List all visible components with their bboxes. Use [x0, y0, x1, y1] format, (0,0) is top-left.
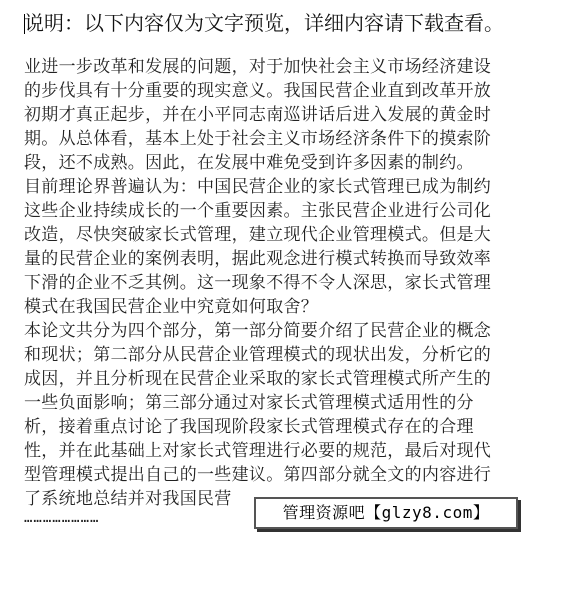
- text-line: 本论文共分为四个部分，第一部分简要介绍了民营企业的概念: [24, 321, 492, 341]
- text-line: 量的民营企业的案例表明，据此观念进行模式转换而导致效率: [24, 249, 492, 269]
- text-line: 初期才真正起步，并在小平同志南巡讲话后进入发展的黄金时: [24, 105, 492, 125]
- text-line: 型管理模式提出自己的一些建议。第四部分就全文的内容进行: [24, 465, 492, 485]
- text-line: 这些企业持续成长的一个重要因素。主张民营企业进行公司化: [24, 201, 492, 221]
- text-line: 期。从总体看，基本上处于社会主义市场经济条件下的摸索阶: [24, 129, 492, 149]
- text-line: 改造，尽快突破家长式管理，建立现代企业管理模式。但是大: [24, 225, 492, 245]
- text-line: 业进一步改革和发展的问题，对于加快社会主义市场经济建设: [24, 57, 492, 77]
- text-line: 了系统地总结并对我国民营: [24, 489, 232, 509]
- truncation-ellipsis: ……………………: [24, 510, 100, 526]
- text-line: 下滑的企业不乏其例。这一现象不得不令人深思，家长式管理: [24, 273, 492, 293]
- text-line: 和现状；第二部分从民营企业管理模式的现状出发，分析它的: [24, 345, 492, 365]
- text-line: 模式在我国民营企业中究竟如何取舍？: [24, 297, 319, 317]
- text-line: 一些负面影响；第三部分通过对家长式管理模式适用性的分: [24, 393, 474, 413]
- site-watermark: 管理资源吧【glzy8.com】: [254, 497, 518, 529]
- preview-notice: 说明：以下内容仅为文字预览，详细内容请下载查看。: [24, 11, 504, 35]
- text-line: 成因，并且分析现在民营企业采取的家长式管理模式所产生的: [24, 369, 492, 389]
- text-line: 目前理论界普遍认为：中国民营企业的家长式管理已成为制约: [24, 177, 492, 197]
- document-body: [24, 55, 544, 531]
- text-line: 段，还不成熟。因此，在发展中难免受到许多因素的制约。: [24, 153, 474, 173]
- text-line: 性，并在此基础上对家长式管理进行必要的规范，最后对现代: [24, 441, 492, 461]
- text-line: 的步伐具有十分重要的现实意义。我国民营企业直到改革开放: [24, 81, 492, 101]
- text-line: 析，接着重点讨论了我国现阶段家长式管理模式存在的合理: [24, 417, 474, 437]
